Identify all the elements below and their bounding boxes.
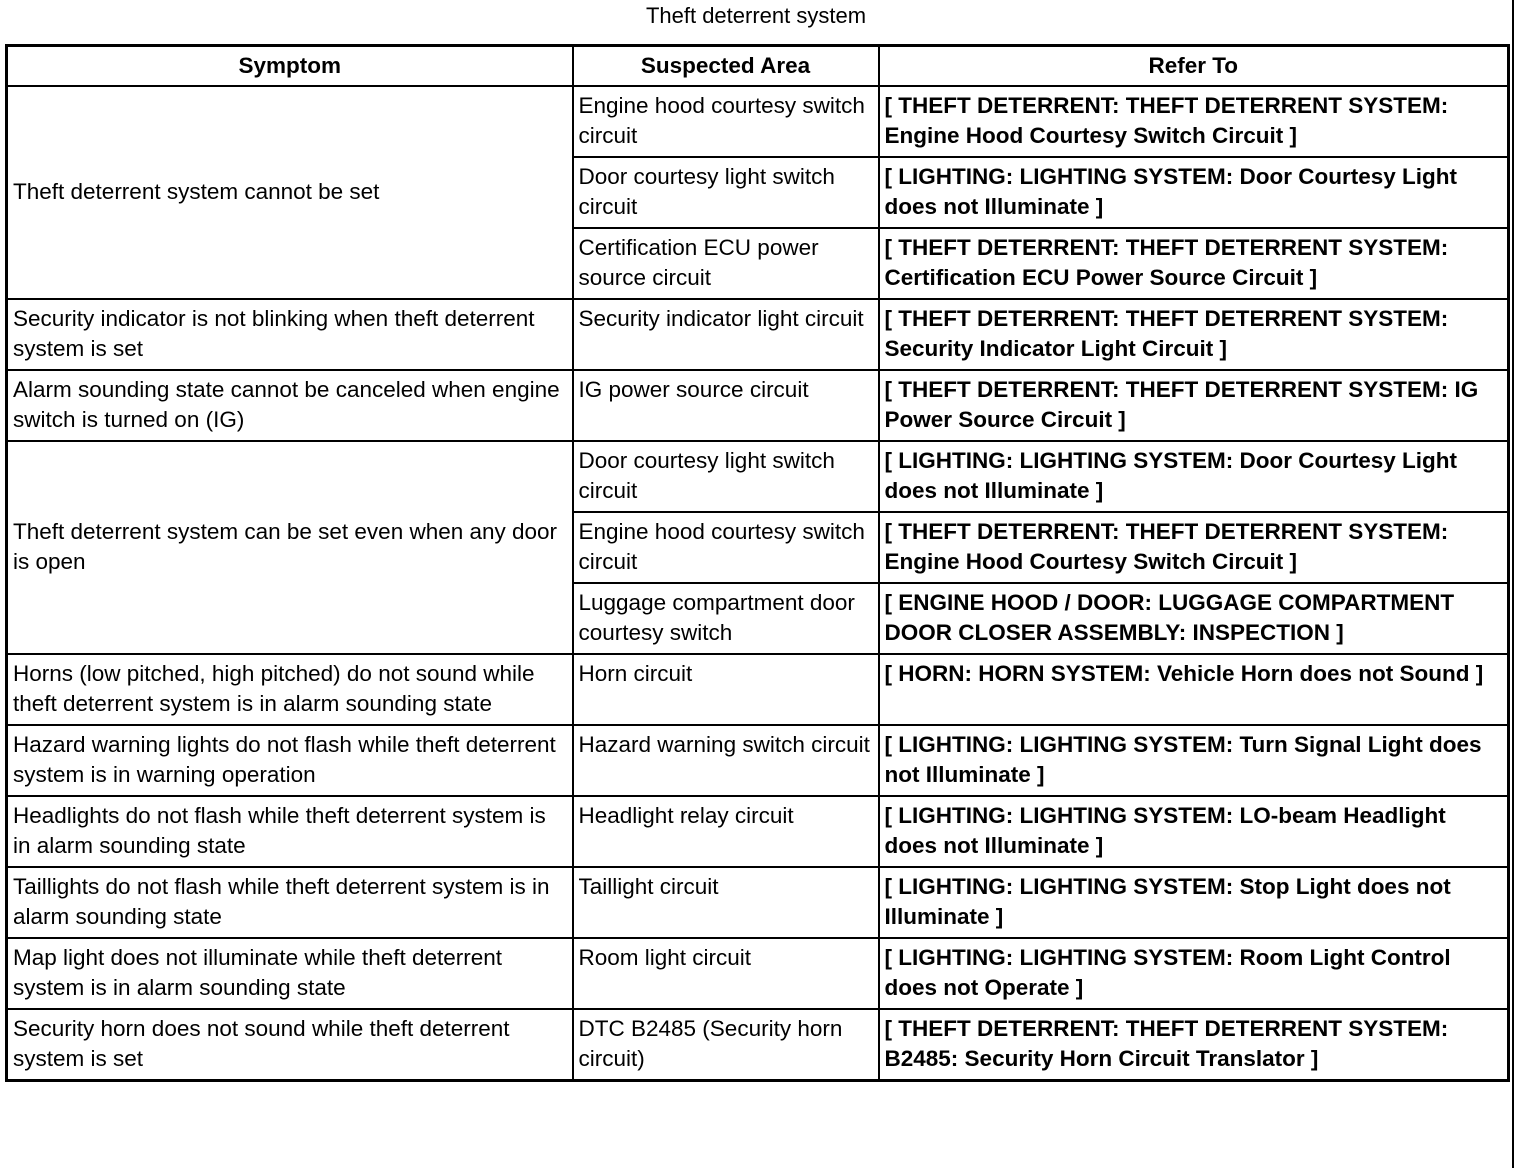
table-row (7, 654, 1509, 725)
suspected-area-cell: Door courtesy light switch circuit (573, 441, 879, 512)
refer-to-link[interactable]: [ LIGHTING: LIGHTING SYSTEM: LO-beam Headlight does not Illuminate ] (879, 796, 1509, 867)
suspected-area-cell: Luggage compartment door courtesy switch (573, 583, 879, 654)
header-refer-to: Refer To (879, 46, 1509, 87)
table-row (7, 725, 1509, 796)
header-symptom: Symptom (7, 46, 573, 87)
table-header-row (7, 46, 1509, 87)
symptom-cell: Taillights do not flash while theft deterrent system is in alarm sounding state (7, 867, 573, 938)
suspected-area-cell: Room light circuit (573, 938, 879, 1009)
refer-to-link[interactable]: [ THEFT DETERRENT: THEFT DETERRENT SYSTEM: Certification ECU Power Source Circuit ] (879, 228, 1509, 299)
refer-to-link[interactable]: [ THEFT DETERRENT: THEFT DETERRENT SYSTEM: Security Indicator Light Circuit ] (879, 299, 1509, 370)
suspected-area-cell: Headlight relay circuit (573, 796, 879, 867)
table-row (7, 867, 1509, 938)
suspected-area-cell: Horn circuit (573, 654, 879, 725)
suspected-area-cell: Engine hood courtesy switch circuit (573, 86, 879, 157)
refer-to-link[interactable]: [ ENGINE HOOD / DOOR: LUGGAGE COMPARTMENT DOOR CLOSER ASSEMBLY: INSPECTION ] (879, 583, 1509, 654)
table-row (7, 299, 1509, 370)
symptom-cell: Security horn does not sound while theft deterrent system is set (7, 1009, 573, 1081)
table-row (7, 796, 1509, 867)
symptom-cell: Map light does not illuminate while theft deterrent system is in alarm sounding state (7, 938, 573, 1009)
refer-to-link[interactable]: [ LIGHTING: LIGHTING SYSTEM: Turn Signal Light does not Illuminate ] (879, 725, 1509, 796)
refer-to-link[interactable]: [ LIGHTING: LIGHTING SYSTEM: Room Light Control does not Operate ] (879, 938, 1509, 1009)
symptom-cell: Alarm sounding state cannot be canceled when engine switch is turned on (IG) (7, 370, 573, 441)
refer-to-link[interactable]: [ LIGHTING: LIGHTING SYSTEM: Stop Light does not Illuminate ] (879, 867, 1509, 938)
refer-to-link[interactable]: [ THEFT DETERRENT: THEFT DETERRENT SYSTEM: Engine Hood Courtesy Switch Circuit ] (879, 86, 1509, 157)
suspected-area-cell: Door courtesy light switch circuit (573, 157, 879, 228)
right-margin-rule (1512, 0, 1514, 1168)
suspected-area-cell: Hazard warning switch circuit (573, 725, 879, 796)
refer-to-link[interactable]: [ HORN: HORN SYSTEM: Vehicle Horn does not Sound ] (879, 654, 1509, 725)
suspected-area-cell: Engine hood courtesy switch circuit (573, 512, 879, 583)
suspected-area-cell: Certification ECU power source circuit (573, 228, 879, 299)
symptom-cell: Theft deterrent system can be set even when any door is open (7, 441, 573, 654)
table-row (7, 1009, 1509, 1081)
suspected-area-cell: Security indicator light circuit (573, 299, 879, 370)
suspected-area-cell: DTC B2485 (Security horn circuit) (573, 1009, 879, 1081)
suspected-area-cell: Taillight circuit (573, 867, 879, 938)
table-row (7, 441, 1509, 512)
symptom-cell: Horns (low pitched, high pitched) do not sound while theft deterrent system is in alarm sounding state (7, 654, 573, 725)
table-row (7, 370, 1509, 441)
page-title: Theft deterrent system (645, 3, 867, 28)
refer-to-link[interactable]: [ LIGHTING: LIGHTING SYSTEM: Door Courtesy Light does not Illuminate ] (879, 157, 1509, 228)
header-suspected-area: Suspected Area (573, 46, 879, 87)
suspected-area-cell: IG power source circuit (573, 370, 879, 441)
symptom-cell: Headlights do not flash while theft deterrent system is in alarm sounding state (7, 796, 573, 867)
refer-to-link[interactable]: [ THEFT DETERRENT: THEFT DETERRENT SYSTEM: IG Power Source Circuit ] (879, 370, 1509, 441)
refer-to-link[interactable]: [ THEFT DETERRENT: THEFT DETERRENT SYSTEM: Engine Hood Courtesy Switch Circuit ] (879, 512, 1509, 583)
symptom-cell: Theft deterrent system cannot be set (7, 86, 573, 299)
table-row (7, 86, 1509, 157)
symptom-cell: Security indicator is not blinking when theft deterrent system is set (7, 299, 573, 370)
table-row (7, 938, 1509, 1009)
symptom-cell: Hazard warning lights do not flash while theft deterrent system is in warning operation (7, 725, 573, 796)
problem-symptoms-table (5, 44, 1510, 1082)
refer-to-link[interactable]: [ LIGHTING: LIGHTING SYSTEM: Door Courtesy Light does not Illuminate ] (879, 441, 1509, 512)
refer-to-link[interactable]: [ THEFT DETERRENT: THEFT DETERRENT SYSTEM: B2485: Security Horn Circuit Translator ] (879, 1009, 1509, 1081)
